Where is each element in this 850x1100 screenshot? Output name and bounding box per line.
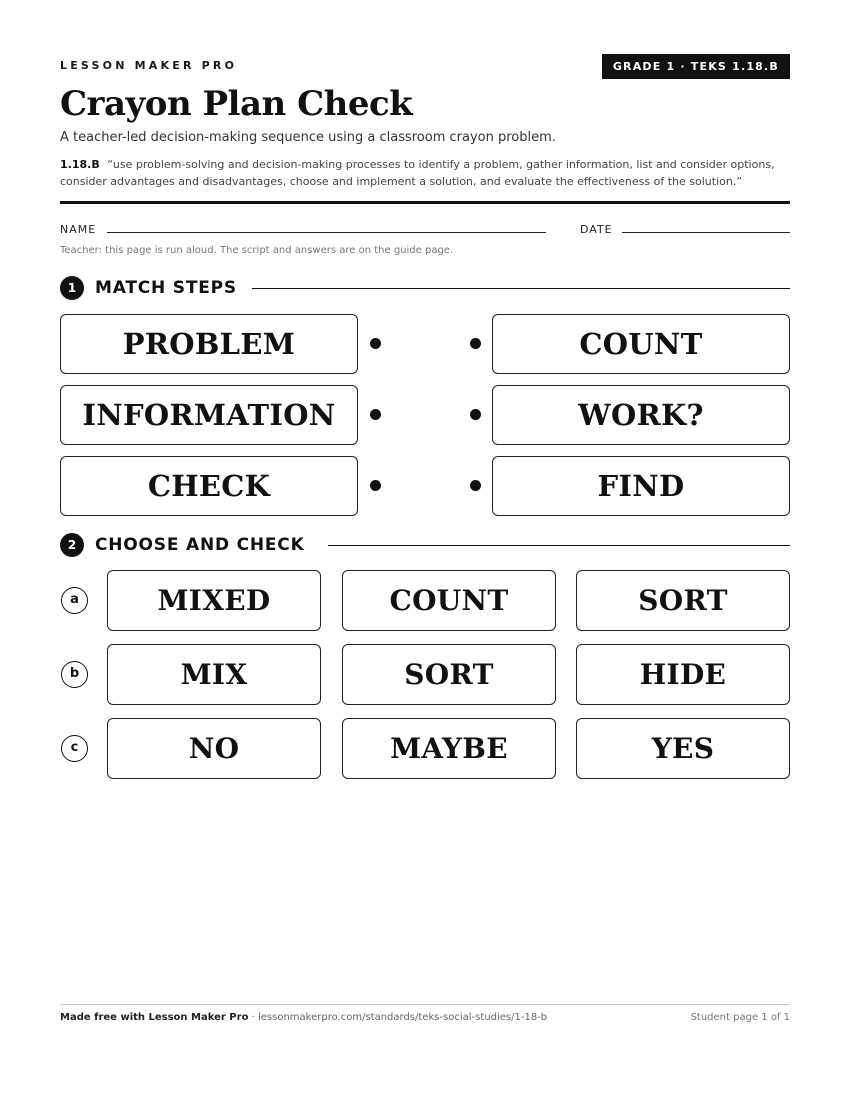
- choice-card[interactable]: YES: [576, 718, 790, 779]
- teacher-note: Teacher: this page is run aloud. The script and answers are on the guide page.: [60, 245, 454, 256]
- match-right-card[interactable]: WORK?: [492, 385, 790, 445]
- choice-card[interactable]: SORT: [576, 570, 790, 631]
- section-choose-check-header: [60, 533, 790, 557]
- page-subtitle: A teacher-led decision-making sequence using a classroom crayon problem.: [60, 130, 556, 145]
- date-label: DATE: [580, 223, 613, 236]
- match-right-card[interactable]: COUNT: [492, 314, 790, 374]
- match-dot-right[interactable]: [470, 409, 481, 420]
- brand-name: LESSON MAKER PRO: [60, 59, 238, 72]
- section-number: 1: [60, 276, 84, 300]
- standard-text: “use problem-solving and decision-making processes to identify a problem, gather information, list and consider options, consider advantages and disadvantages, choose and implement a solution, and evaluate the effectiveness of the solution.”: [60, 158, 775, 188]
- choice-card[interactable]: NO: [107, 718, 321, 779]
- footer-credit: [60, 1012, 547, 1023]
- section-rule: [328, 545, 790, 546]
- footer-divider: [60, 1004, 790, 1005]
- name-label: NAME: [60, 223, 97, 236]
- choice-card[interactable]: COUNT: [342, 570, 556, 631]
- match-dot-right[interactable]: [470, 338, 481, 349]
- match-dot-left[interactable]: [370, 409, 381, 420]
- date-field[interactable]: [622, 232, 790, 233]
- match-dot-left[interactable]: [370, 338, 381, 349]
- row-letter: b: [61, 661, 88, 688]
- choice-card[interactable]: MAYBE: [342, 718, 556, 779]
- footer-page-number: Student page 1 of 1: [690, 1012, 790, 1023]
- row-letter: c: [61, 735, 88, 762]
- footer-url[interactable]: lessonmakerpro.com/standards/teks-social-studies/1-18-b: [257, 1012, 548, 1023]
- name-field[interactable]: [107, 232, 546, 233]
- section-match-steps-header: [60, 276, 790, 300]
- footer-made-with: Made free with Lesson Maker Pro: [60, 1012, 249, 1023]
- match-left-card[interactable]: CHECK: [60, 456, 358, 516]
- choice-card[interactable]: HIDE: [576, 644, 790, 705]
- grade-badge: GRADE 1 · TEKS 1.18.B: [602, 54, 790, 79]
- match-dot-left[interactable]: [370, 480, 381, 491]
- choice-card[interactable]: MIX: [107, 644, 321, 705]
- page-title: Crayon Plan Check: [60, 84, 413, 124]
- choice-card[interactable]: SORT: [342, 644, 556, 705]
- section-rule: [252, 288, 790, 289]
- section-number: 2: [60, 533, 84, 557]
- section-title: CHOOSE AND CHECK: [95, 535, 305, 555]
- section-title: MATCH STEPS: [95, 278, 237, 298]
- choice-card[interactable]: MIXED: [107, 570, 321, 631]
- match-right-card[interactable]: FIND: [492, 456, 790, 516]
- row-letter: a: [61, 587, 88, 614]
- match-dot-right[interactable]: [470, 480, 481, 491]
- standard-code: 1.18.B: [60, 158, 100, 171]
- footer-separator: ·: [251, 1012, 258, 1023]
- match-left-card[interactable]: PROBLEM: [60, 314, 358, 374]
- match-left-card[interactable]: INFORMATION: [60, 385, 358, 445]
- standard-description: [60, 156, 790, 190]
- header-divider: [60, 201, 790, 204]
